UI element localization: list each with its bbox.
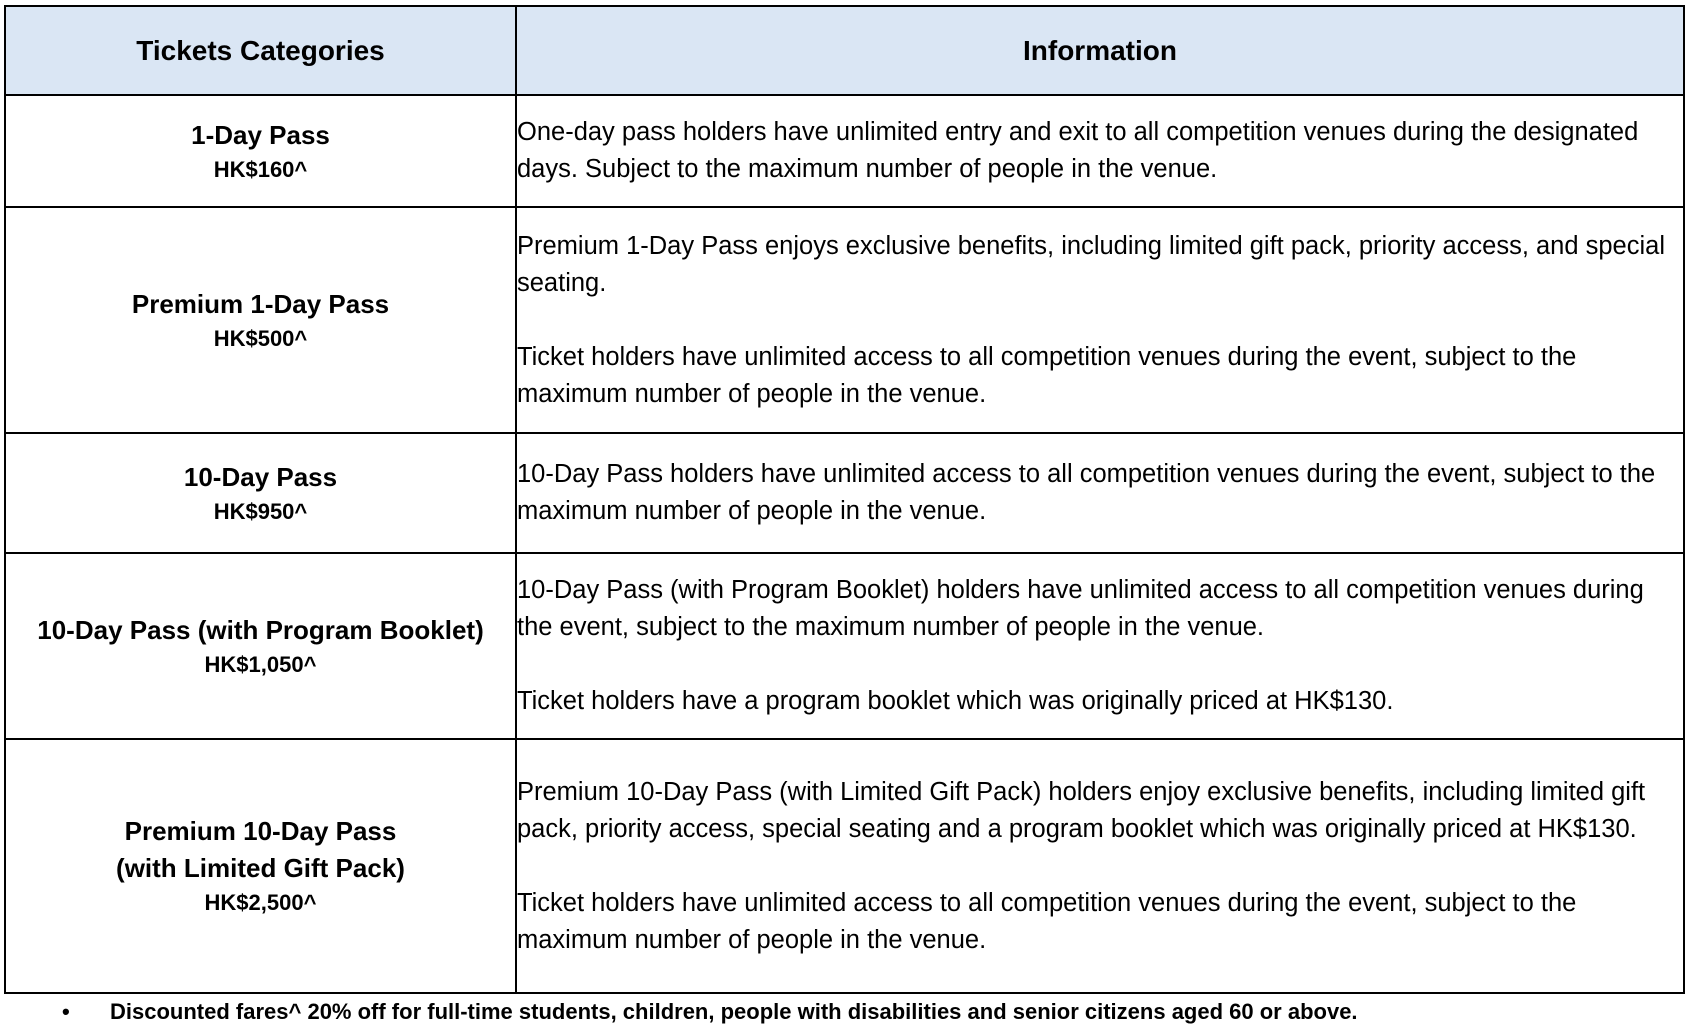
table-row (5, 207, 1684, 433)
information-cell (516, 739, 1684, 993)
info-paragraph: Premium 1-Day Pass enjoys exclusive benefits, including limited gift pack, priority access, and special seating. (517, 231, 1665, 297)
information-cell (516, 207, 1684, 433)
information-cell (516, 433, 1684, 553)
category-cell (5, 433, 516, 553)
table-header-row (5, 6, 1684, 95)
category-price: HK$500^ (213, 325, 308, 351)
category-name: 10-Day Pass (183, 461, 338, 492)
ticket-categories-table (4, 5, 1685, 994)
table-row (5, 433, 1684, 553)
info-paragraph: 10-Day Pass holders have unlimited access to all competition venues during the event, subject to the maximum number of people in the venue. (517, 460, 1656, 525)
table-row (5, 95, 1684, 207)
info-paragraph: One-day pass holders have unlimited entry and exit to all competition venues during the designated days. Subject to the maximum number of people in the venue. (517, 118, 1639, 183)
category-cell (5, 739, 516, 993)
information-cell (516, 95, 1684, 207)
footnote-text: Discounted fares^ 20% off for full-time students, children, people with disabilities and senior citizens aged 60 or above. (110, 999, 1358, 1024)
category-cell (5, 553, 516, 739)
category-cell (5, 95, 516, 207)
header-information: Information (516, 6, 1684, 95)
category-cell (5, 207, 516, 433)
discount-footnote (0, 994, 1686, 1030)
category-price: HK$160^ (213, 156, 308, 182)
category-name: Premium 1-Day Pass (131, 288, 390, 319)
information-cell (516, 553, 1684, 739)
table-row (5, 739, 1684, 993)
category-name-subtitle: (with Limited Gift Pack) (116, 853, 405, 883)
category-price: HK$950^ (213, 498, 308, 524)
info-paragraph: 10-Day Pass (with Program Booklet) holders have unlimited access to all competition venues during the event, subject to the maximum number of people in the venue. (517, 576, 1644, 641)
category-name: Premium 10-Day Pass (124, 816, 397, 846)
category-name: 10-Day Pass (with Program Booklet) (37, 614, 484, 645)
header-tickets-categories: Tickets Categories (5, 6, 516, 95)
info-paragraph: Ticket holders have unlimited access to all competition venues during the event, subject to the maximum number of people in the venue. (517, 888, 1577, 954)
category-name: 1-Day Pass (191, 119, 330, 150)
bullet-icon: • (62, 999, 70, 1024)
info-paragraph: Premium 10-Day Pass (with Limited Gift Pack) holders enjoy exclusive benefits, including limited gift pack, priority access, special seating and a program booklet which was originally priced at HK$130. (517, 777, 1646, 843)
category-price: HK$1,050^ (204, 651, 317, 677)
info-paragraph: Ticket holders have a program booklet which was originally priced at HK$130. (517, 687, 1394, 715)
category-price: HK$2,500^ (204, 890, 317, 915)
info-paragraph: Ticket holders have unlimited access to all competition venues during the event, subject to the maximum number of people in the venue. (517, 342, 1577, 408)
table-row (5, 553, 1684, 739)
